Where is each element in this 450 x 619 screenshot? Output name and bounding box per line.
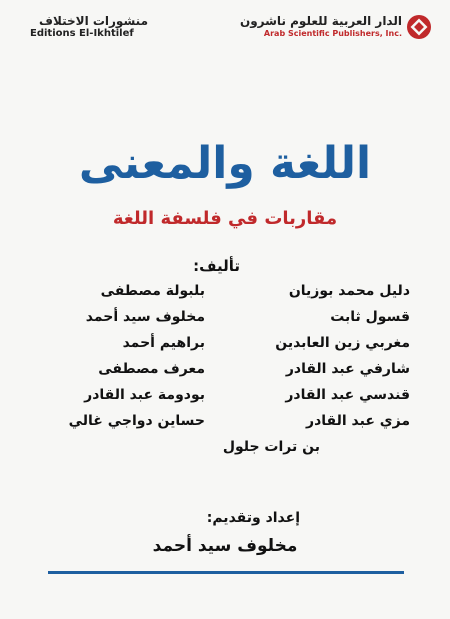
author-row: [40, 361, 410, 387]
publisher-ikhtilef: [18, 14, 148, 40]
publisher-asp-ar: الدار العربية للعلوم ناشرون: [239, 14, 402, 28]
book-subtitle: مقاربات في فلسفة اللغة: [112, 208, 338, 229]
author-name: قندسي عبد القادر: [285, 387, 410, 403]
prepared-by-label: إعداد وتقديم:: [206, 510, 300, 526]
publisher-asp: [239, 12, 436, 44]
author-name: معرف مصطفى: [98, 361, 205, 377]
author-name: بلبولة مصطفى: [100, 283, 205, 299]
author-row: [40, 283, 410, 309]
book-title: اللغة والمعنى: [78, 138, 372, 189]
publisher-ikhtilef-ar: منشورات الاختلاف: [39, 14, 148, 28]
author-name: قسول ثابت: [330, 309, 410, 325]
author-name: بودومة عبد القادر: [84, 387, 205, 403]
author-row: [40, 309, 410, 335]
author-name: دليل محمد بوزيان: [288, 283, 410, 299]
publisher-asp-en: Arab Scientific Publishers, Inc.: [263, 29, 402, 38]
authors-list: [40, 283, 410, 465]
author-name: حساين دواجي غالي: [68, 413, 205, 429]
author-row: [40, 413, 410, 439]
author-name: بن ترات جلول: [222, 439, 320, 455]
author-row: [40, 335, 410, 361]
author-name: مغربي زين العابدين: [275, 335, 410, 351]
author-row: [40, 387, 410, 413]
publisher-ikhtilef-en: Editions El-Ikhtilef: [30, 28, 134, 39]
author-name: مخلوف سيد أحمد: [85, 309, 205, 325]
author-name: براهيم أحمد: [122, 335, 205, 351]
divider: [48, 571, 404, 574]
author-row: [40, 439, 410, 465]
asp-logo-icon: [406, 14, 432, 40]
author-name: مزي عبد القادر: [306, 413, 410, 429]
author-name: شارفي عبد القادر: [285, 361, 410, 377]
prepared-by-name: مخلوف سيد أحمد: [152, 536, 298, 556]
authors-label: تأليف:: [193, 257, 240, 275]
